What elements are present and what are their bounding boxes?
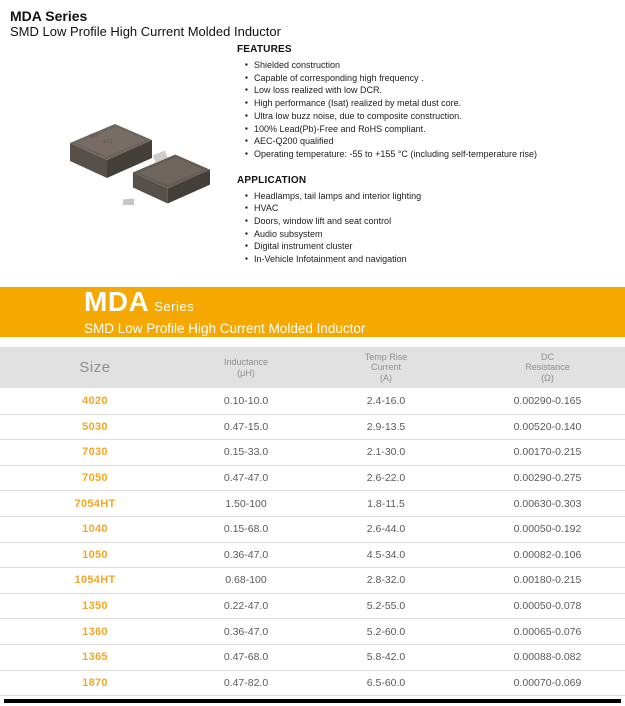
dc-resistance-cell: 0.00050-0.192 [513, 523, 582, 536]
bullet-icon: ▪ [245, 203, 248, 213]
feature-text: Low loss realized with low DCR. [254, 85, 383, 96]
application-heading: APPLICATION [237, 174, 307, 186]
dc-resistance-cell: 0.00050-0.078 [513, 600, 582, 613]
table-row [0, 440, 625, 466]
header-line: Temp Rise [364, 351, 408, 362]
size-cell: 1360 [82, 625, 108, 638]
inductance-cell: 0.47-82.0 [223, 676, 269, 689]
inductance-cell: 0.47-68.0 [223, 651, 269, 664]
features-section [237, 44, 622, 161]
header-line: Size [79, 359, 111, 376]
bottom-rule [4, 699, 621, 703]
temp-rise-current-cell: 5.2-60.0 [366, 625, 406, 638]
dc-resistance-cell: 0.00290-0.275 [513, 472, 582, 485]
application-text: HVAC [254, 203, 279, 214]
svg-text:8B6: 8B6 [89, 132, 100, 140]
doc-header [10, 8, 281, 40]
bullet-icon: ▪ [245, 254, 248, 264]
temp-rise-current-cell: 2.4-16.0 [366, 395, 406, 408]
size-cell: 1050 [82, 548, 108, 561]
column-header-inductance [190, 357, 302, 378]
series-name-text: MDA [84, 286, 150, 317]
temp-rise-current-cell: 2.8-32.0 [366, 574, 406, 587]
dc-resistance-cell: 0.00170-0.215 [513, 446, 582, 459]
feature-text: Capable of corresponding high frequency . [254, 72, 424, 83]
bullet-icon: ▪ [245, 60, 248, 69]
table-row [0, 491, 625, 517]
feature-item [245, 59, 622, 72]
table-row [0, 671, 625, 697]
dc-resistance-cell: 0.00070-0.069 [513, 676, 582, 689]
features-heading: FEATURES [237, 44, 292, 55]
inductance-cell: 0.47-15.0 [223, 420, 269, 433]
inductor-illustration [52, 100, 227, 205]
features-list [245, 59, 622, 161]
product-image [52, 100, 227, 205]
dc-resistance-cell: 0.00290-0.165 [513, 395, 582, 408]
feature-text: AEC-Q200 qualified [254, 136, 334, 147]
dc-resistance-cell: 0.00180-0.215 [513, 574, 582, 587]
table-row [0, 415, 625, 441]
size-cell: 7054HT [74, 497, 116, 510]
table-row [0, 389, 625, 415]
inductance-cell: 0.36-47.0 [223, 625, 269, 638]
header-line: (Ω) [541, 372, 554, 383]
header-line: Inductance [223, 357, 269, 367]
application-text: Doors, window lift and seat control [254, 216, 392, 227]
table-row [0, 466, 625, 492]
bullet-icon: ▪ [245, 110, 248, 120]
series-banner [0, 287, 625, 337]
feature-text: High performance (Isat) realized by metal dust core. [254, 98, 462, 109]
feature-item [245, 72, 622, 85]
size-cell: 1365 [82, 651, 108, 664]
info-column [237, 44, 622, 266]
size-cell: 1350 [82, 600, 108, 613]
feature-text: 100% Lead(Pb)-Free and RoHS compliant. [254, 123, 426, 134]
table-row [0, 645, 625, 671]
inductance-cell: 1.50-100 [225, 497, 267, 510]
temp-rise-current-cell: 1.8-11.5 [367, 497, 405, 510]
header-line: Resistance [525, 362, 570, 373]
size-cell: 5030 [82, 420, 108, 433]
application-item [245, 190, 622, 203]
temp-rise-current-cell: 5.2-55.0 [366, 600, 406, 613]
temp-rise-current-cell: 2.9-13.5 [366, 420, 406, 433]
feature-item [245, 123, 622, 136]
bullet-icon: ▪ [245, 85, 248, 95]
feature-item [245, 97, 622, 110]
dc-resistance-cell: 0.00520-0.140 [513, 420, 582, 433]
dc-resistance-cell: 0.00088-0.082 [513, 651, 582, 664]
temp-rise-current-cell: 2.1-30.0 [366, 446, 406, 459]
table-row [0, 543, 625, 569]
table-row [0, 517, 625, 543]
feature-item [245, 148, 622, 161]
dc-resistance-cell: 0.00065-0.076 [513, 625, 582, 638]
bullet-icon: ▪ [245, 241, 248, 251]
dc-resistance-cell: 0.00082-0.106 [513, 548, 582, 561]
application-item [245, 202, 622, 215]
svg-text:R22: R22 [103, 138, 114, 146]
application-text: Digital instrument cluster [254, 241, 353, 252]
size-cell: 4020 [82, 395, 108, 408]
header-line: Current [370, 362, 401, 373]
application-text: Headlamps, tail lamps and interior lighting [254, 190, 422, 201]
feature-text: Shielded construction [254, 60, 341, 70]
bullet-icon: ▪ [245, 190, 248, 200]
temp-rise-current-cell: 6.5-60.0 [366, 676, 406, 689]
bullet-icon: ▪ [245, 98, 248, 108]
temp-rise-current-cell: 4.5-34.0 [366, 548, 406, 561]
table-row [0, 619, 625, 645]
column-header-size [0, 359, 190, 376]
page-subtitle: SMD Low Profile High Current Molded Inductor [10, 24, 281, 39]
size-cell: 7030 [82, 446, 108, 459]
size-cell: 1040 [82, 523, 108, 536]
application-text: In-Vehicle Infotainment and navigation [254, 254, 407, 265]
series-suffix: Series [154, 299, 195, 314]
column-header-dc-resistance [470, 352, 625, 384]
series-name [84, 288, 365, 321]
size-cell: 1870 [82, 676, 108, 689]
temp-rise-current-cell: 2.6-44.0 [366, 523, 406, 536]
dc-resistance-cell: 0.00630-0.303 [513, 497, 582, 510]
table-row [0, 594, 625, 620]
header-line: DC [541, 351, 554, 362]
application-section [237, 175, 622, 266]
inductance-cell: 0.22-47.0 [223, 600, 269, 613]
spec-table-body [0, 389, 625, 696]
table-row [0, 568, 625, 594]
bullet-icon: ▪ [245, 72, 248, 82]
header-line: (A) [380, 372, 392, 383]
size-cell: 1054HT [74, 574, 116, 587]
bullet-icon: ▪ [245, 148, 248, 158]
size-cell: 7050 [82, 472, 108, 485]
application-text: Audio subsystem [254, 228, 323, 239]
bullet-icon: ▪ [245, 136, 248, 146]
page-title: MDA Series [10, 8, 88, 24]
inductor-chip-a [70, 124, 152, 205]
bullet-icon: ▪ [245, 228, 248, 238]
spec-table-header [0, 347, 625, 388]
application-list [245, 190, 622, 266]
feature-text: Ultra low buzz noise, due to composite construction. [254, 110, 462, 121]
application-item [245, 253, 622, 266]
application-item [245, 228, 622, 241]
feature-item [245, 84, 622, 97]
application-item [245, 240, 622, 253]
inductance-cell: 0.15-68.0 [223, 523, 269, 536]
bullet-icon: ▪ [245, 123, 248, 133]
temp-rise-current-cell: 2.6-22.0 [366, 472, 406, 485]
header-line: (μH) [237, 367, 255, 378]
feature-item [245, 135, 622, 148]
bullet-icon: ▪ [245, 216, 248, 226]
inductance-cell: 0.47-47.0 [223, 472, 269, 485]
inductance-cell: 0.10-10.0 [223, 395, 269, 408]
inductance-cell: 0.15-33.0 [223, 446, 269, 459]
series-banner-content [84, 288, 365, 336]
application-item [245, 215, 622, 228]
feature-item [245, 110, 622, 123]
inductance-cell: 0.36-47.0 [223, 548, 269, 561]
feature-text: Operating temperature: -55 to +155 °C (including self-temperature rise) [254, 148, 537, 159]
column-header-temp-rise-current [302, 352, 470, 384]
temp-rise-current-cell: 5.8-42.0 [366, 651, 406, 664]
inductance-cell: 0.68-100 [225, 574, 267, 587]
series-subtitle: SMD Low Profile High Current Molded Inductor [84, 321, 366, 336]
